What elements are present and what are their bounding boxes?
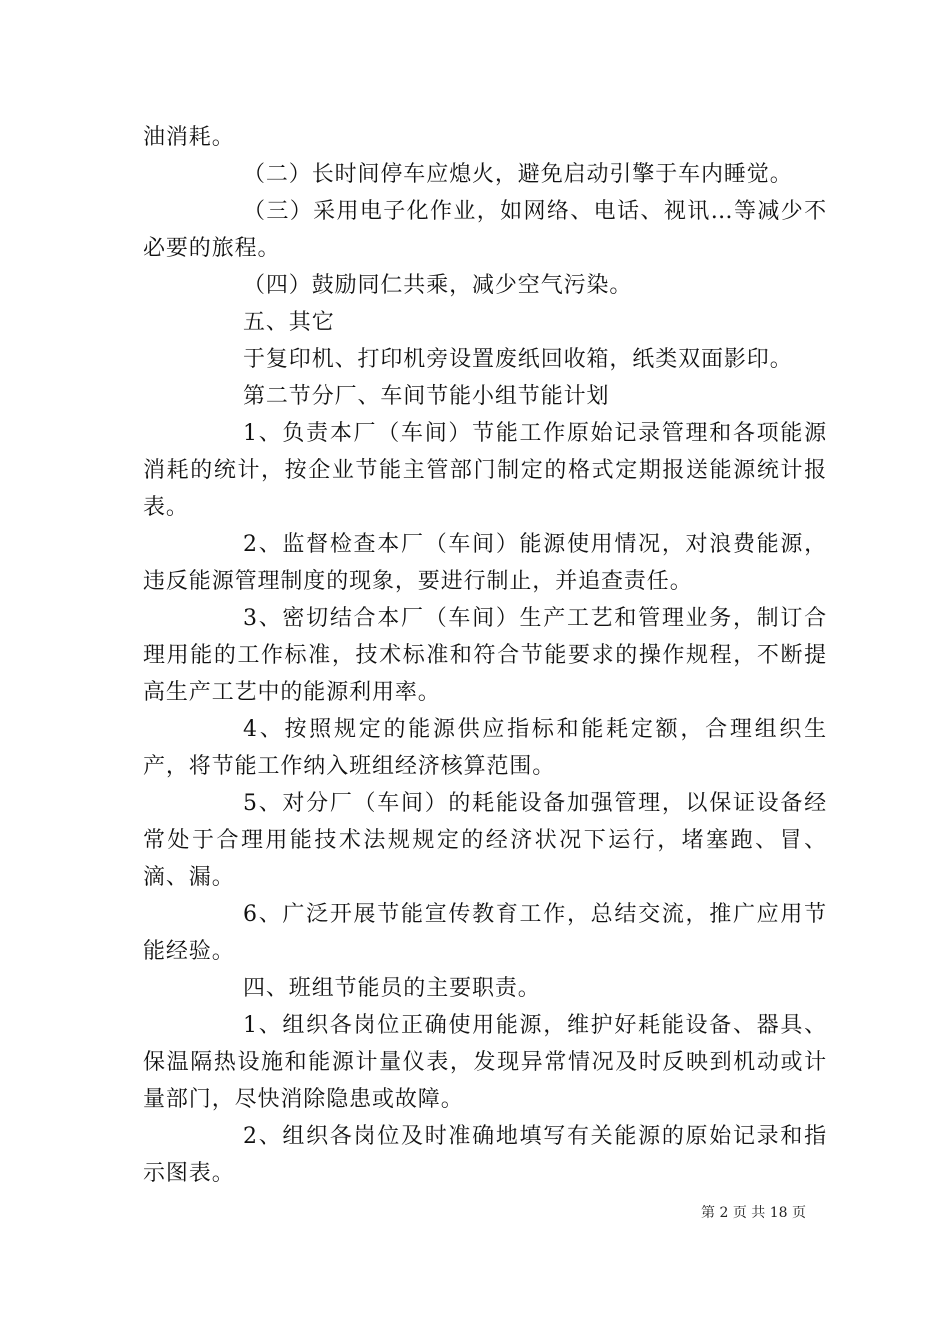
list-item: 4、按照规定的能源供应指标和能耗定额，合理组织生产，将节能工作纳入班组经济核算范围。 bbox=[143, 717, 827, 779]
paragraph: （四）鼓励同仁共乘，减少空气污染。 bbox=[243, 273, 633, 298]
list-item: 3、密切结合本厂（车间）生产工艺和管理业务，制订合理用能的工作标准，技术标准和符合节能要求的操作规程，不断提高生产工艺中的能源利用率。 bbox=[143, 606, 827, 705]
document-body bbox=[143, 119, 827, 1192]
paragraph: （二）长时间停车应熄火，避免启动引擎于车内睡觉。 bbox=[243, 162, 793, 187]
list-item: 2、组织各岗位及时准确地填写有关能源的原始记录和指示图表。 bbox=[143, 1124, 827, 1186]
page-footer: 第 2 页 共 18 页 bbox=[701, 1205, 806, 1221]
section-heading: 第二节分厂、车间节能小组节能计划 bbox=[243, 384, 610, 409]
paragraph: （三）采用电子化作业，如网络、电话、视讯…等减少不必要的旅程。 bbox=[143, 199, 827, 261]
list-item: 2、监督检查本厂（车间）能源使用情况，对浪费能源，违反能源管理制度的现象，要进行制止，并追查责任。 bbox=[143, 532, 827, 594]
list-item: 6、广泛开展节能宣传教育工作，总结交流，推广应用节能经验。 bbox=[143, 902, 827, 964]
paragraph: 于复印机、打印机旁设置废纸回收箱，纸类双面影印。 bbox=[243, 347, 793, 372]
list-item: 1、负责本厂（车间）节能工作原始记录管理和各项能源消耗的统计，按企业节能主管部门制定的格式定期报送能源统计报表。 bbox=[143, 421, 827, 520]
list-item: 1、组织各岗位正确使用能源，维护好耗能设备、器具、保温隔热设施和能源计量仪表，发现异常情况及时反映到机动或计量部门，尽快消除隐患或故障。 bbox=[143, 1013, 827, 1112]
paragraph: 油消耗。 bbox=[143, 125, 235, 150]
list-item: 5、对分厂（车间）的耗能设备加强管理，以保证设备经常处于合理用能技术法规规定的经济状况下运行，堵塞跑、冒、滴、漏。 bbox=[143, 791, 827, 890]
section-heading: 五、其它 bbox=[243, 310, 335, 335]
section-heading: 四、班组节能员的主要职责。 bbox=[243, 976, 541, 1001]
